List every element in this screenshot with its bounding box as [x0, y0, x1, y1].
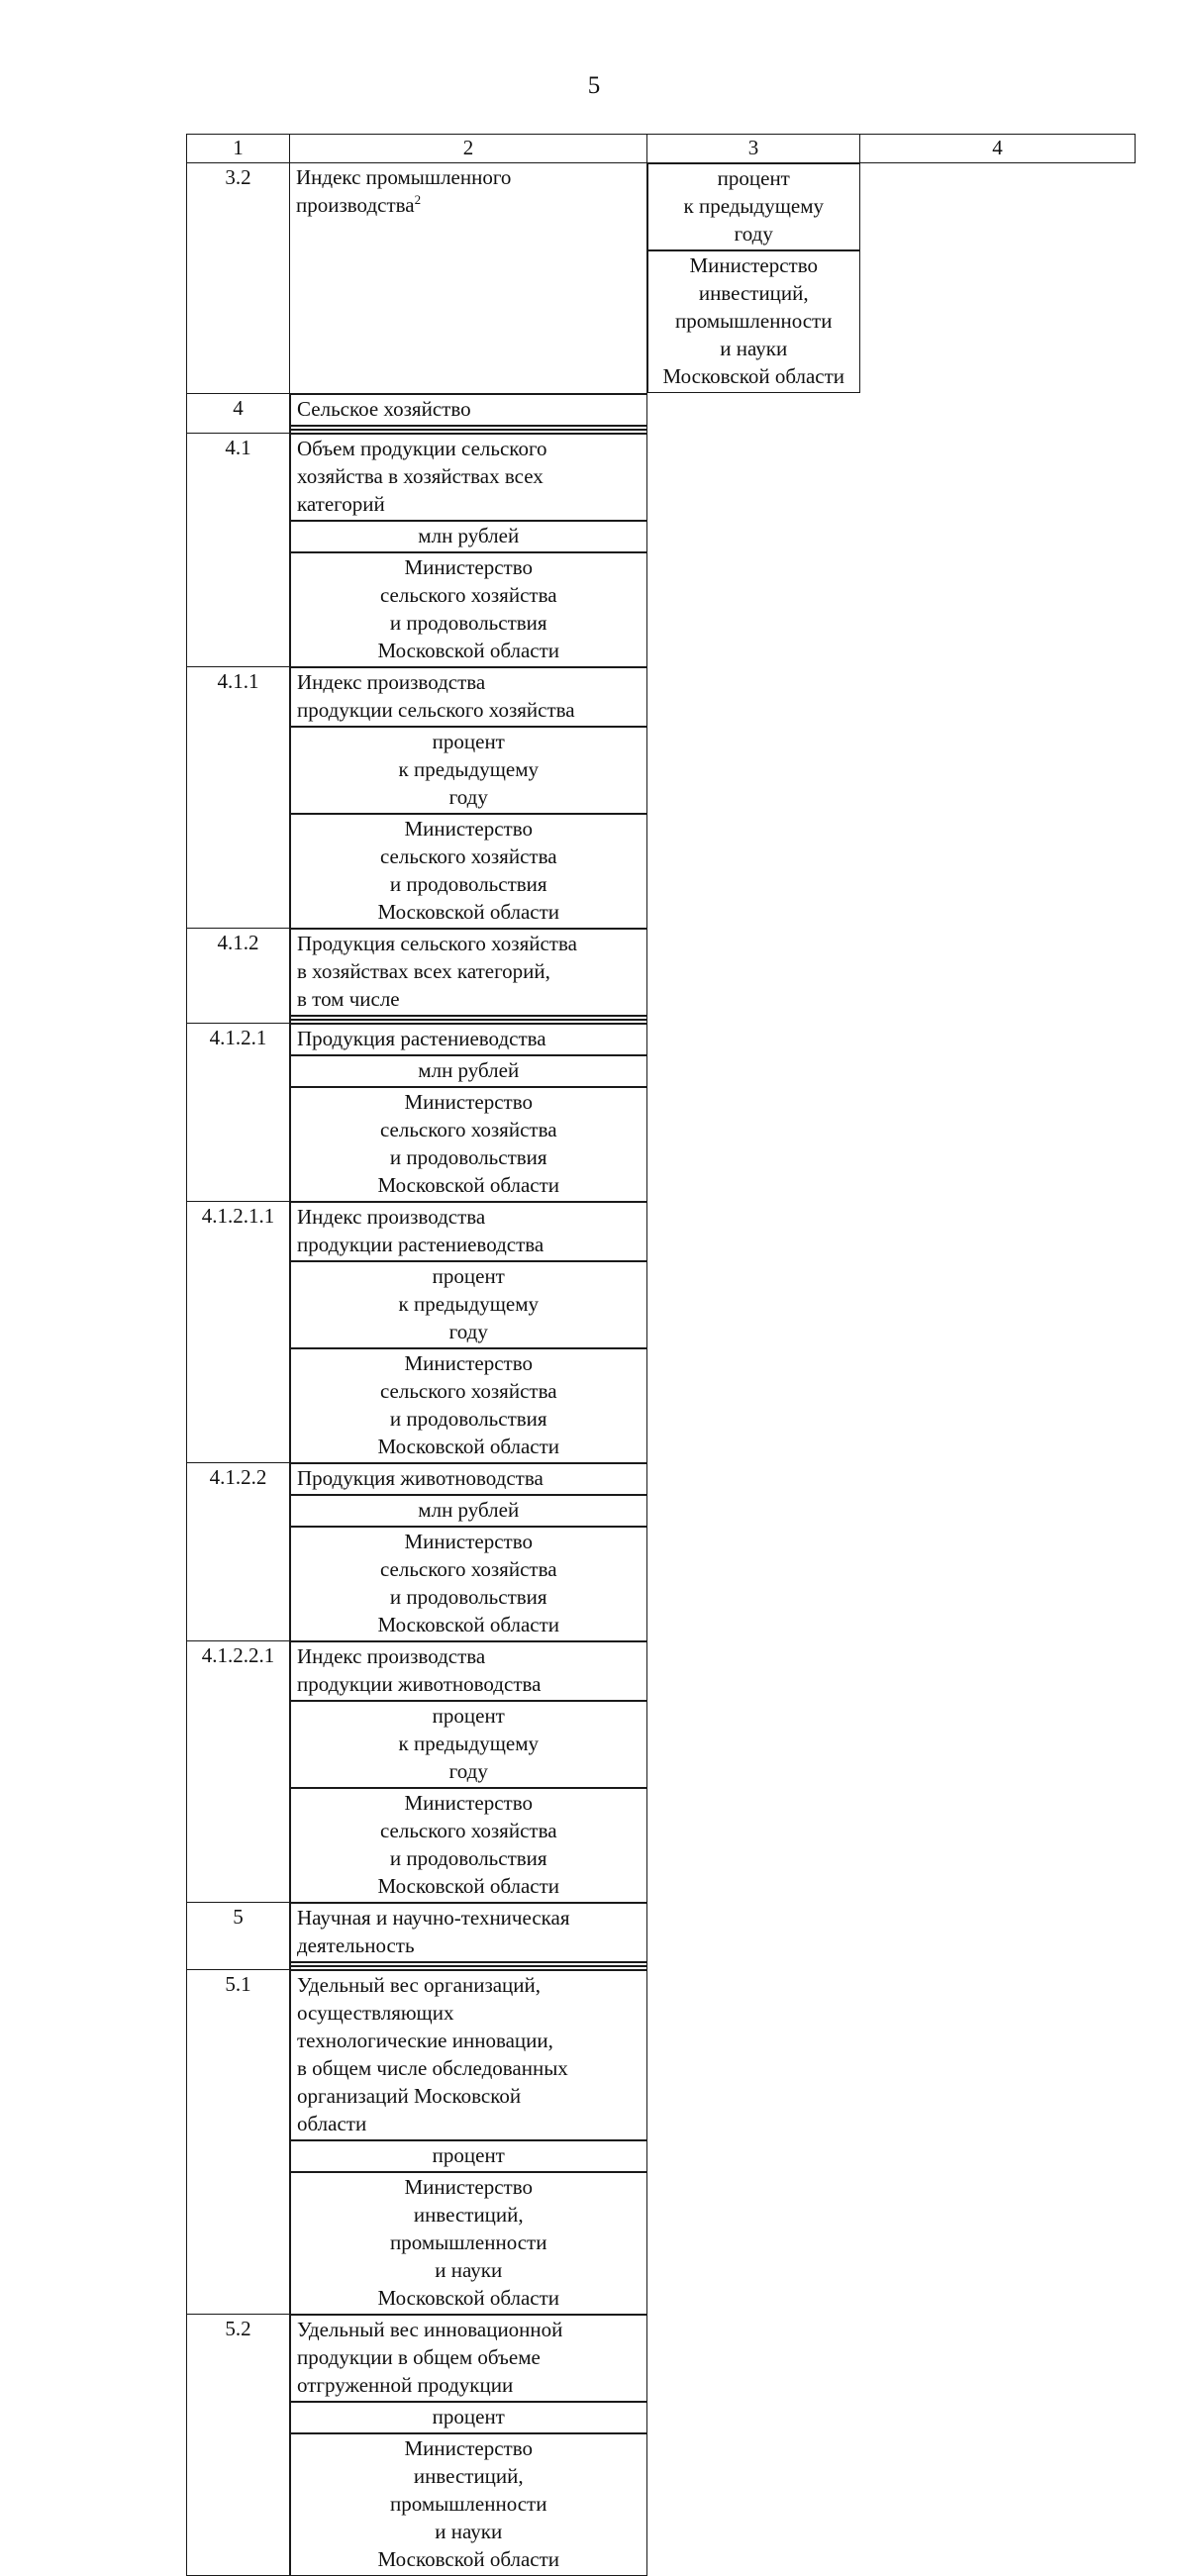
column-number-4: 4	[860, 135, 1136, 163]
row-number: 3.2	[187, 163, 290, 394]
indicators-table	[186, 134, 1136, 2576]
row-number: 4.1.2	[187, 929, 290, 1024]
responsible-org: Министерство инвестиций, промышленности и науки Московской области	[647, 250, 860, 393]
row-number: 4.1.1	[187, 667, 290, 929]
unit-of-measure: процент	[290, 2140, 647, 2172]
table-row	[187, 163, 1136, 394]
footnote-ref: 2	[414, 192, 422, 207]
indicator-name: Объем продукции сельского хозяйства в хозяйствах всех категорий	[290, 434, 647, 521]
indicator-name: Удельный вес инновационной продукции в общем объеме отгруженной продукции	[290, 2315, 647, 2402]
responsible-org: Министерство сельского хозяйства и продовольствия Московской области	[290, 552, 647, 667]
indicator-name: Продукция растениеводства	[290, 1024, 647, 1055]
unit-of-measure: процент к предыдущему году	[290, 727, 647, 814]
column-number-2: 2	[290, 135, 647, 163]
row-number: 5.1	[187, 1970, 290, 2315]
indicator-name	[290, 163, 647, 394]
indicator-name: Удельный вес организаций, осуществляющих технологические инновации, в общем числе обследованных организаций Московской области	[290, 1970, 647, 2140]
table-row	[187, 929, 1136, 1024]
unit-of-measure: процент к предыдущему году	[647, 163, 860, 250]
unit-of-measure: процент к предыдущему году	[290, 1701, 647, 1788]
table-row	[187, 1970, 1136, 2315]
responsible-org: Министерство сельского хозяйства и продовольствия Московской области	[290, 1087, 647, 1202]
row-number: 5.2	[187, 2315, 290, 2576]
column-number-1: 1	[187, 135, 290, 163]
row-number: 4.1	[187, 434, 290, 667]
table-row	[187, 1903, 1136, 1970]
row-number: 4.1.2.1	[187, 1024, 290, 1202]
page-number: 5	[587, 72, 601, 99]
column-number-3: 3	[647, 135, 860, 163]
unit-of-measure: млн рублей	[290, 521, 647, 552]
indicator-name: Продукция сельского хозяйства в хозяйствах всех категорий, в том числе	[290, 929, 647, 1016]
row-number: 4.1.2.2.1	[187, 1641, 290, 1903]
indicator-name-text: Индекс промышленного производства	[296, 165, 512, 217]
indicator-name: Научная и научно-техническая деятельность	[290, 1903, 647, 1962]
table-row	[187, 667, 1136, 929]
responsible-org: Министерство сельского хозяйства и продовольствия Московской области	[290, 1348, 647, 1463]
indicator-name: Продукция животноводства	[290, 1463, 647, 1495]
unit-of-measure: млн рублей	[290, 1495, 647, 1527]
responsible-org: Министерство сельского хозяйства и продовольствия Московской области	[290, 814, 647, 929]
table-row	[187, 2315, 1136, 2576]
table-row	[187, 434, 1136, 667]
responsible-org: Министерство сельского хозяйства и продовольствия Московской области	[290, 1527, 647, 1641]
responsible-org: Министерство инвестиций, промышленности и науки Московской области	[290, 2433, 647, 2576]
responsible-org: Министерство инвестиций, промышленности и науки Московской области	[290, 2172, 647, 2315]
table-row	[187, 1463, 1136, 1641]
responsible-org: Министерство сельского хозяйства и продовольствия Московской области	[290, 1788, 647, 1903]
unit-of-measure: процент	[290, 2402, 647, 2433]
unit-of-measure: млн рублей	[290, 1055, 647, 1087]
table-row	[187, 1024, 1136, 1202]
indicator-name: Индекс производства продукции растениеводства	[290, 1202, 647, 1261]
unit-of-measure: процент к предыдущему году	[290, 1261, 647, 1348]
table-row	[187, 393, 1136, 434]
row-number: 4.1.2.2	[187, 1463, 290, 1641]
row-number: 4	[187, 393, 290, 434]
indicator-name: Индекс производства продукции сельского хозяйства	[290, 667, 647, 727]
row-number: 4.1.2.1.1	[187, 1202, 290, 1463]
column-number-row	[187, 135, 1136, 163]
indicator-name: Индекс производства продукции животноводства	[290, 1641, 647, 1701]
row-number: 5	[187, 1903, 290, 1970]
indicator-name: Сельское хозяйство	[290, 394, 647, 426]
table-row	[187, 1641, 1136, 1903]
table-row	[187, 1202, 1136, 1463]
